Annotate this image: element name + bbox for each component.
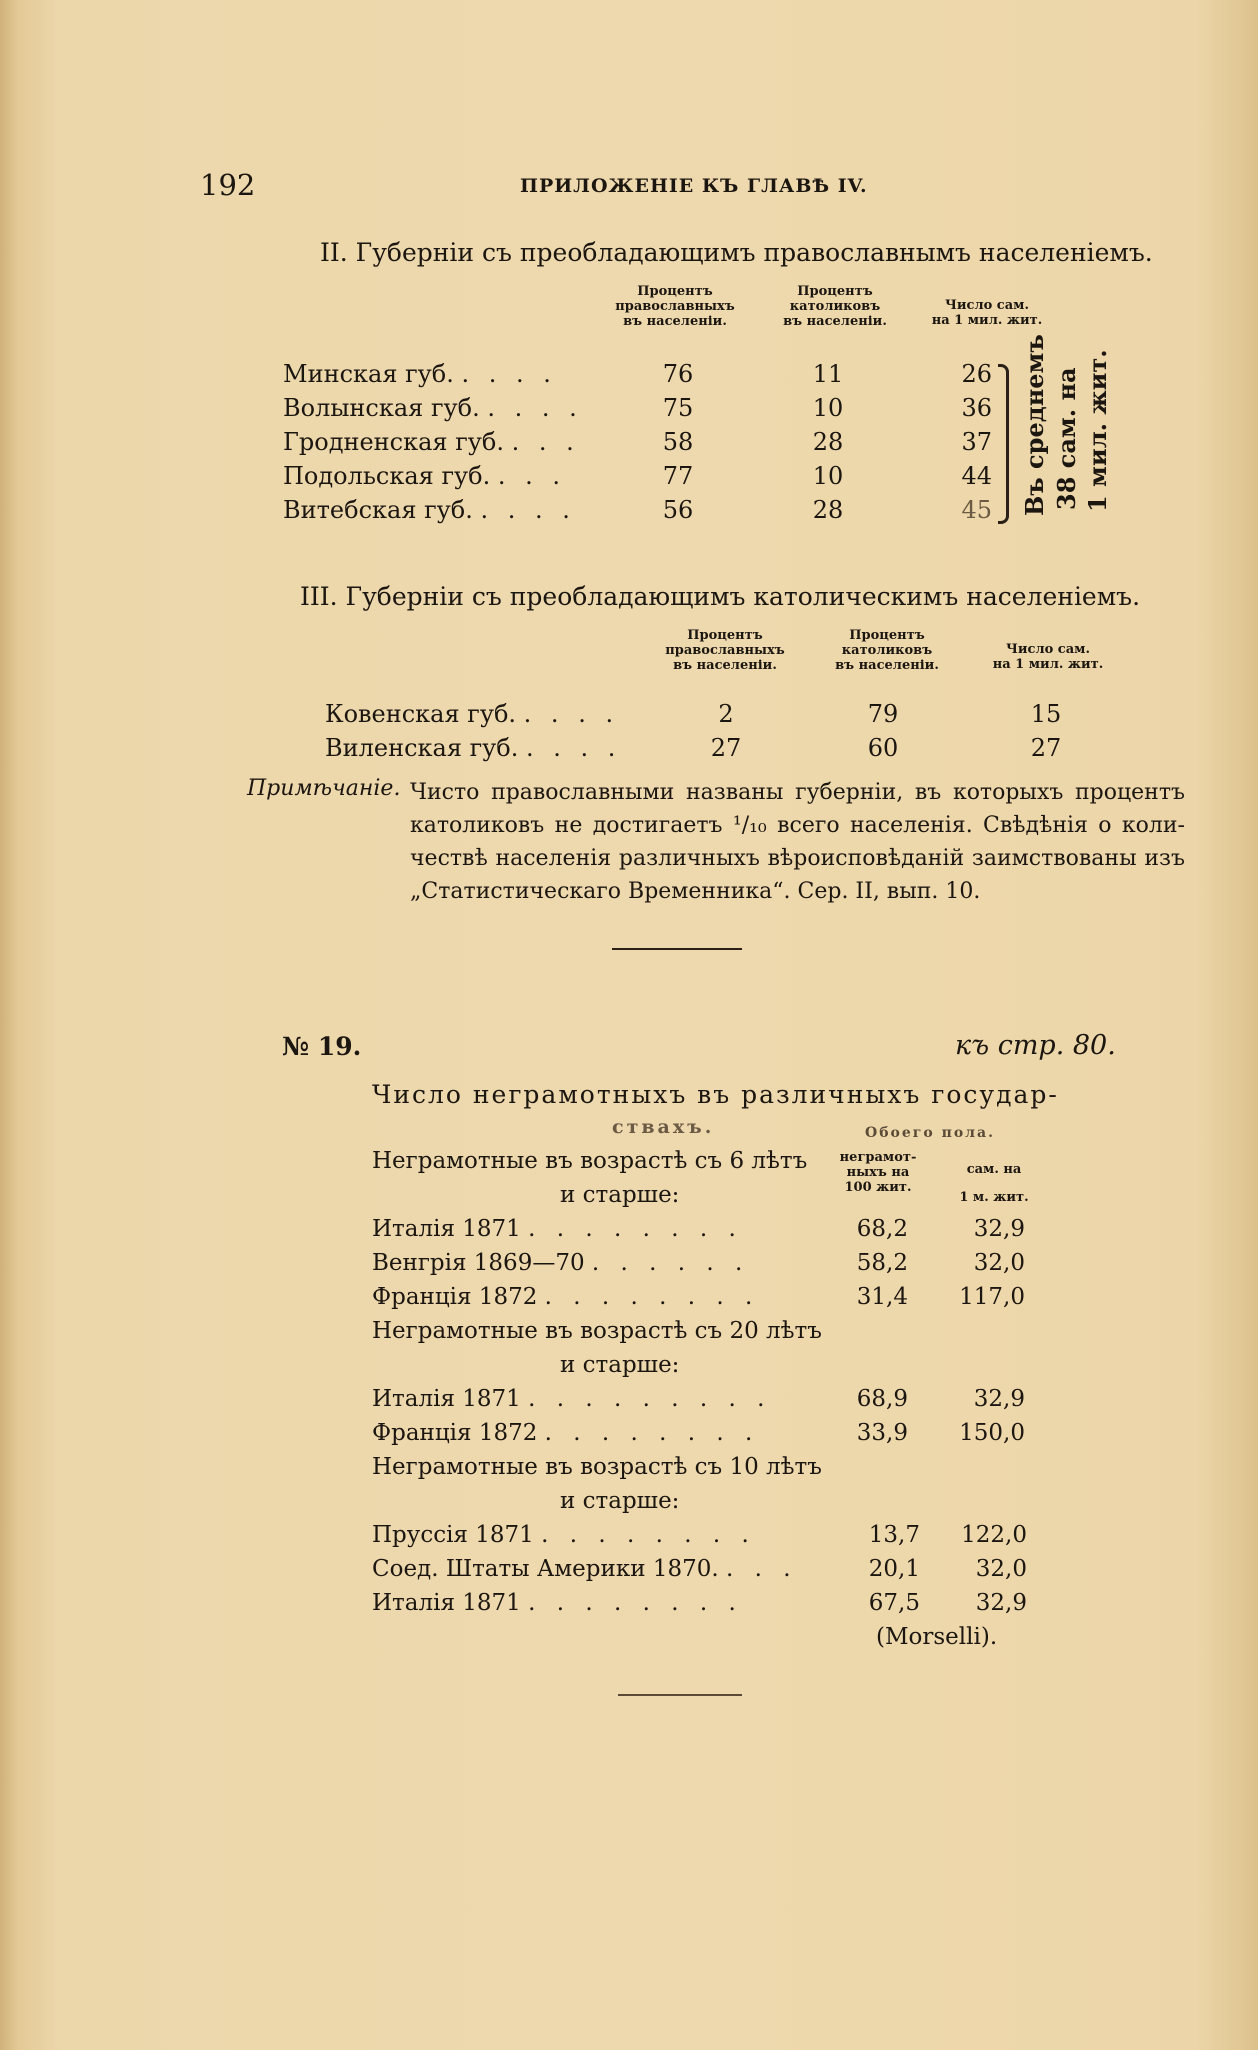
table-cell: 58,2	[856, 1250, 908, 1276]
bracket-note-line: 38 сам. на	[1052, 367, 1081, 510]
section2-col2-head: Процентъ католиковъ въ населеніи.	[783, 284, 887, 329]
section3-col1-head: Процентъ православныхъ въ населеніи.	[665, 628, 785, 673]
table-row: Пруссія 1871 . . . . . . . .	[372, 1522, 756, 1548]
table-cell: 28	[812, 496, 844, 524]
table-cell: 68,2	[856, 1216, 908, 1242]
table-row: Франція 1872 . . . . . . . .	[372, 1284, 760, 1310]
running-title: ПРИЛОЖЕНІЕ КЪ ГЛАВѢ IV.	[520, 175, 868, 197]
table-cell: 60	[867, 734, 899, 762]
table-row: Гродненская губ. . . .	[283, 428, 580, 456]
bracket-note-line: Въ среднемъ	[1020, 334, 1049, 516]
table-row: Венгрія 1869—70 . . . . . .	[372, 1250, 750, 1276]
group-heading-cont: и старше:	[560, 1352, 680, 1378]
group-heading-cont: и старше:	[560, 1488, 680, 1514]
table-cell: 32,0	[973, 1250, 1025, 1276]
group-heading: Неграмотные въ возрастѣ съ 20 лѣтъ	[372, 1318, 822, 1344]
table-row: Италія 1871 . . . . . . . .	[372, 1590, 743, 1616]
table-row: Виленская губ. . . . .	[325, 734, 622, 762]
table-cell: 79	[867, 700, 899, 728]
table-cell: 11	[812, 360, 844, 388]
table-cell: 32,9	[973, 1216, 1025, 1242]
table-row: Минская губ. . . . .	[283, 360, 557, 388]
table-cell: 44	[961, 462, 992, 490]
table-row: Ковенская губ. . . . .	[325, 700, 620, 728]
brace-bracket	[998, 364, 1009, 524]
table-cell: 27	[1030, 734, 1062, 762]
table-row: Италія 1871 . . . . . . . . .	[372, 1386, 772, 1412]
note-label: Примѣчаніе.	[247, 776, 401, 801]
table-row: Волынская губ. . . . .	[283, 394, 583, 422]
section19-col2-head: сам. на 1 м. жит.	[959, 1162, 1029, 1205]
page-number: 192	[200, 168, 256, 202]
table-cell: 67,5	[868, 1590, 920, 1616]
table-cell: 68,9	[856, 1386, 908, 1412]
section2-col3-head: Число сам. на 1 мил. жит.	[931, 298, 1043, 328]
table-cell: 37	[961, 428, 992, 456]
bracket-note-line: 1 мил. жит.	[1083, 349, 1112, 512]
table-cell: 122,0	[961, 1522, 1027, 1548]
table-cell: 56	[662, 496, 694, 524]
table-cell: 10	[812, 394, 844, 422]
table-cell: 31,4	[856, 1284, 908, 1310]
divider	[612, 948, 742, 950]
table-cell: 117,0	[959, 1284, 1025, 1310]
table-cell: 20,1	[868, 1556, 920, 1582]
table-cell: 77	[662, 462, 694, 490]
section19-number: № 19.	[282, 1032, 362, 1061]
section3-col2-head: Процентъ католиковъ въ населеніи.	[835, 628, 939, 673]
section19-title: Число неграмотныхъ въ различныхъ государ-	[372, 1080, 1059, 1109]
table-cell: 26	[961, 360, 992, 388]
table-row: Франція 1872 . . . . . . . .	[372, 1420, 760, 1446]
table-cell: 33,9	[856, 1420, 908, 1446]
table-row: Соед. Штаты Америки 1870. . . .	[372, 1556, 798, 1582]
table-cell: 36	[961, 394, 992, 422]
table-cell: 13,7	[868, 1522, 920, 1548]
table-cell: 75	[662, 394, 694, 422]
group-heading: Неграмотные въ возрастѣ съ 6 лѣтъ	[372, 1148, 808, 1174]
section2-title: II. Губерніи съ преобладающимъ православнымъ населеніемъ.	[320, 238, 1153, 267]
table-cell: 32,9	[973, 1386, 1025, 1412]
group-heading: Неграмотные въ возрастѣ съ 10 лѣтъ	[372, 1454, 822, 1480]
table-cell: 15	[1030, 700, 1062, 728]
table-cell: 32,0	[975, 1556, 1027, 1582]
section19-ref: къ стр. 80.	[955, 1030, 1116, 1061]
table-cell: 28	[812, 428, 844, 456]
table-row: Витебская губ. . . . .	[283, 496, 576, 524]
note-text: Чисто православными названы губерніи, въ которыхъ процентъ католиковъ не достигаетъ ¹/₁₀ всего населенія. Свѣдѣнія о коли- чествѣ населенія различныхъ вѣроисповѣданій заимствованы изъ „Статистическаго Временника“. Сер. II, вып. 10.	[410, 780, 1185, 904]
table-cell: 2	[718, 700, 734, 728]
table-row: Италія 1871 . . . . . . . .	[372, 1216, 743, 1242]
section19-col-top-head: Обоего пола.	[865, 1125, 995, 1141]
table-cell: 150,0	[959, 1420, 1025, 1446]
section19-title-cont: ствахъ.	[612, 1116, 715, 1138]
group-heading-cont: и старше:	[560, 1182, 680, 1208]
table-row: Подольская губ. . . .	[283, 462, 567, 490]
table-cell: 45	[961, 496, 992, 524]
section3-col3-head: Число сам. на 1 мил. жит.	[992, 642, 1104, 672]
table-cell: 10	[812, 462, 844, 490]
table-cell: 58	[662, 428, 694, 456]
section3-title: III. Губерніи съ преобладающимъ католическимъ населеніемъ.	[300, 582, 1141, 611]
table-cell: 76	[662, 360, 694, 388]
section2-col1-head: Процентъ православныхъ въ населеніи.	[615, 284, 735, 329]
divider	[618, 1694, 742, 1696]
source-citation: (Morselli).	[876, 1624, 998, 1650]
table-cell: 32,9	[975, 1590, 1027, 1616]
section19-col1-head: неграмот- ныхъ на 100 жит.	[839, 1150, 917, 1195]
table-cell: 27	[710, 734, 742, 762]
